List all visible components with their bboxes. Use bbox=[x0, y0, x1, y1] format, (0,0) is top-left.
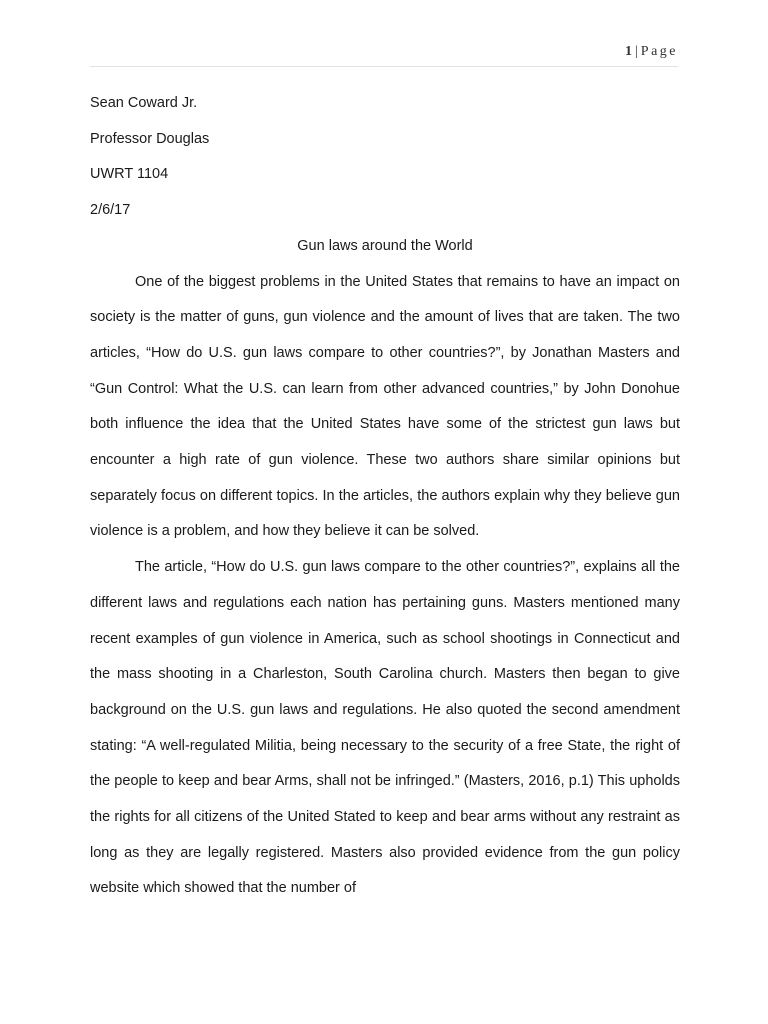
essay-date: 2/6/17 bbox=[90, 202, 131, 219]
document-body bbox=[90, 86, 680, 907]
paragraph-2: The article, “How do U.S. gun laws compare to the other countries?”, explains all the different laws and regulations each nation has pertaining guns. Masters mentioned many recent examples of gun violence in America, such as school shootings in Connecticut and the mass shooting in a Charleston, South Carolina church. Masters then began to give background on the U.S. gun laws and regulations. He also quoted the second amendment stating: “A well-regulated Militia, being necessary to the security of a free State, the right of the people to keep and bear Arms, shall not be infringed.” (Masters, 2016, p.1) This upholds the rights for all citizens of the United Stated to keep and bear arms without any restraint as long as they are legally registered. Masters also provided evidence from the gun policy website which showed that the number of bbox=[90, 559, 680, 897]
author-name: Sean Coward Jr. bbox=[90, 95, 198, 111]
page-number: 1 bbox=[624, 44, 632, 59]
professor-name: Professor Douglas bbox=[90, 130, 210, 147]
page-separator: | bbox=[634, 44, 638, 59]
page-word: Page bbox=[640, 44, 678, 59]
course-code: UWRT 1104 bbox=[90, 166, 169, 183]
essay-title: Gun laws around the World bbox=[297, 237, 473, 254]
paragraph-1: One of the biggest problems in the United States that remains to have an impact on society is the matter of guns, gun violence and the amount of lives that are taken. The two articles, “How do U.S. gun laws compare to other countries?”, by Jonathan Masters and “Gun Control: What the U.S. can learn from other advanced countries,” by John Donohue both influence the idea that the United States have some of the strictest gun laws but encounter a high rate of gun violence. These two authors share similar opinions but separately focus on different topics. In the articles, the authors explain why they believe gun violence is a problem, and how they believe it can be solved. bbox=[90, 273, 680, 540]
page-header bbox=[90, 44, 678, 67]
